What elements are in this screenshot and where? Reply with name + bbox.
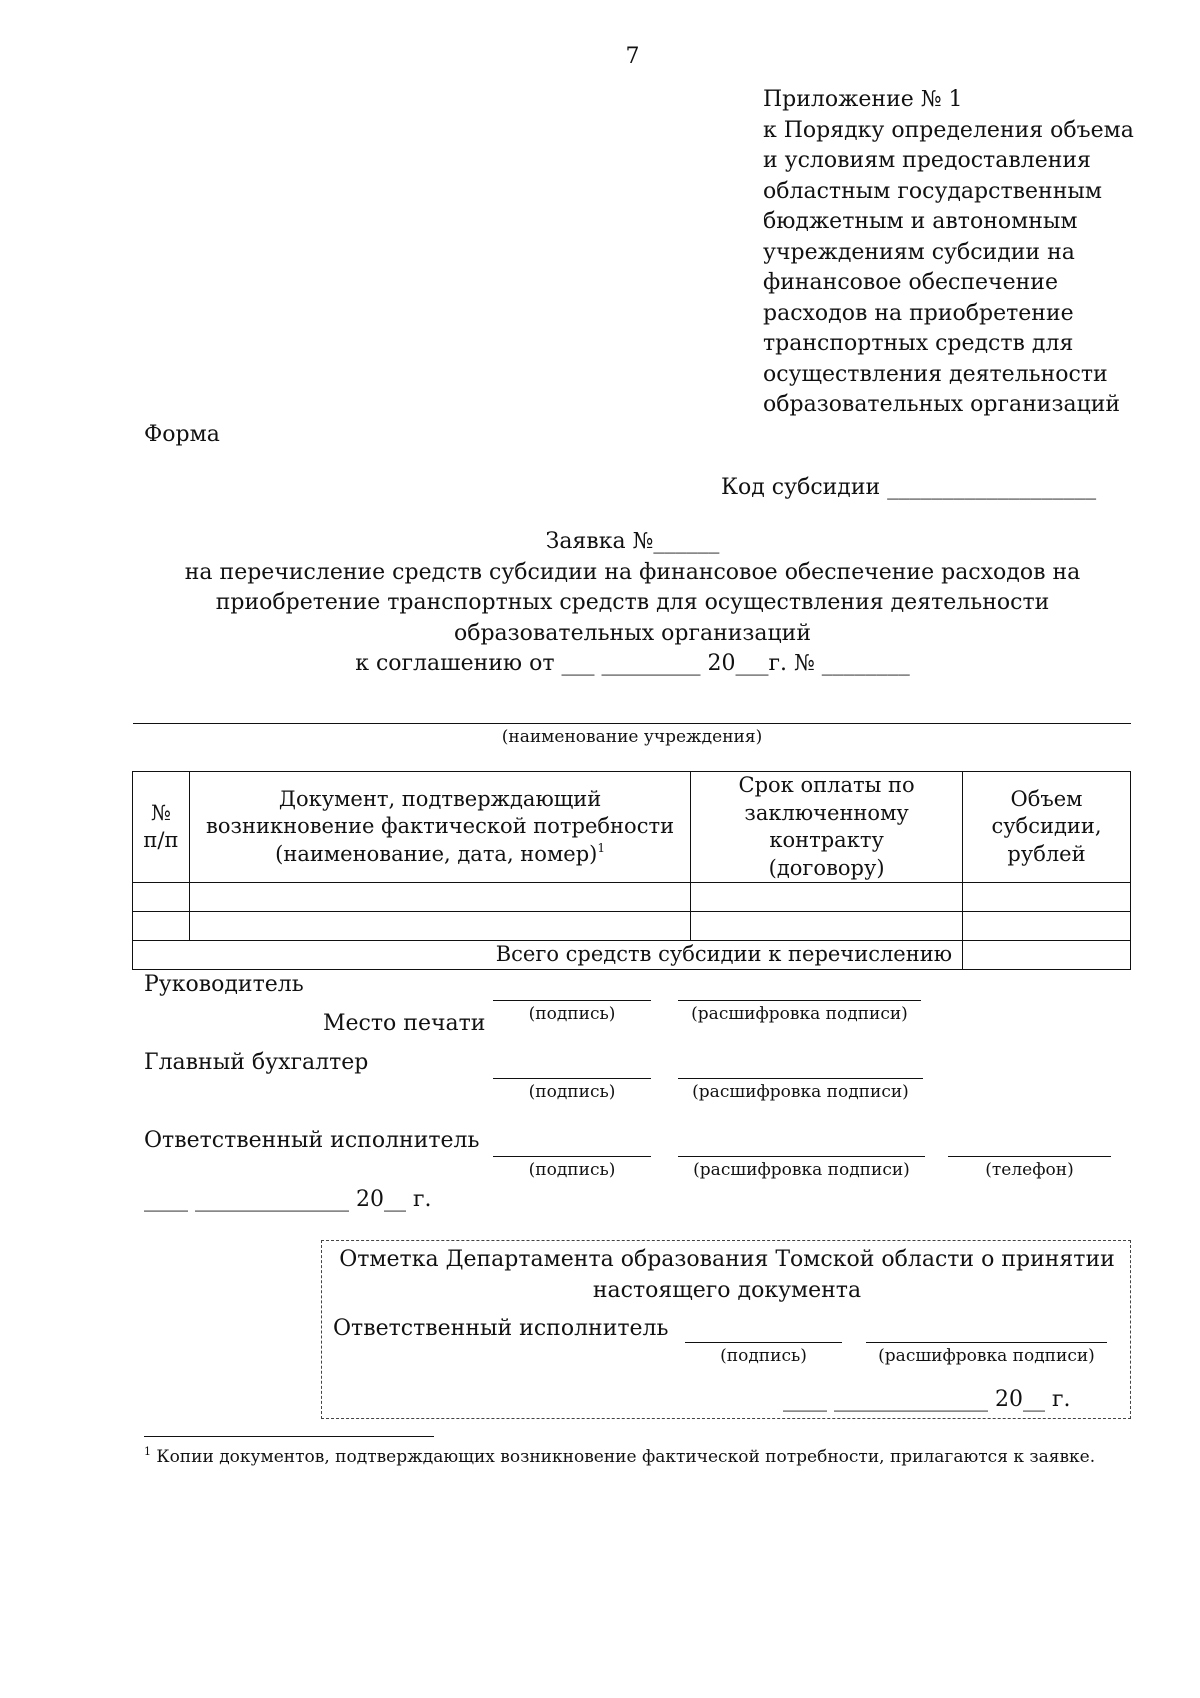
- department-signature-line[interactable]: [685, 1342, 842, 1343]
- appendix-line: бюджетным и автономным: [763, 209, 1078, 234]
- head-decode-line[interactable]: [678, 1000, 921, 1001]
- footnote-mark: 1: [144, 1445, 151, 1458]
- appendix-line: транспортных средств для: [763, 331, 1074, 356]
- responsible-decode-caption: (расшифровка подписи): [693, 1160, 910, 1180]
- cell-document[interactable]: [189, 912, 690, 941]
- department-title-line: Отметка Департамента образования Томской области о принятии: [339, 1247, 1115, 1272]
- header-amount: Объем субсидии, рублей: [963, 772, 1131, 883]
- head-label: Руководитель: [144, 972, 304, 997]
- cell-term[interactable]: [691, 912, 963, 941]
- form-label: Форма: [144, 422, 220, 447]
- request-table: [132, 771, 1131, 970]
- department-title: [322, 1245, 1132, 1306]
- appendix-line: к Порядку определения объема: [763, 117, 1134, 143]
- table-total-row: [133, 941, 1131, 970]
- department-sign-caption: (подпись): [720, 1346, 807, 1366]
- cell-document[interactable]: [189, 883, 690, 912]
- appendix-line: и условиям предоставления: [763, 148, 1091, 173]
- request-title: Заявка №______: [545, 529, 720, 554]
- accountant-signature-line[interactable]: [493, 1078, 651, 1079]
- appendix-line: Приложение № 1: [763, 87, 963, 112]
- appendix-header: [763, 85, 1183, 421]
- request-line: образовательных организаций: [453, 620, 812, 646]
- accountant-decode-caption: (расшифровка подписи): [692, 1082, 909, 1102]
- department-acceptance-box: [321, 1240, 1131, 1419]
- department-date-line[interactable]: ____ ______________ 20__ г.: [783, 1387, 1071, 1412]
- head-sign-caption: (подпись): [528, 1004, 616, 1024]
- department-title-line: настоящего документа: [592, 1277, 862, 1303]
- page-number: 7: [625, 44, 640, 69]
- agreement-line: к соглашению от ___ _________ 20___г. № ________: [355, 651, 910, 676]
- responsible-phone-line[interactable]: [948, 1156, 1111, 1157]
- cell-amount[interactable]: [963, 883, 1131, 912]
- appendix-line: финансовое обеспечение: [763, 270, 1058, 295]
- accountant-sign-caption: (подпись): [528, 1082, 616, 1102]
- header-document-text: Документ, подтверждающий возникновение фактической потребности (наименование, дата, номер): [206, 786, 675, 866]
- appendix-line: учреждениям субсидии на: [763, 239, 1075, 265]
- department-decode-caption: (расшифровка подписи): [878, 1346, 1095, 1366]
- institution-name-line[interactable]: [133, 723, 1131, 724]
- total-amount-cell[interactable]: [963, 941, 1131, 970]
- total-label: Всего средств субсидии к перечислению: [133, 941, 963, 970]
- table-header-row: [133, 772, 1131, 883]
- header-document: [189, 772, 690, 883]
- responsible-signature-line[interactable]: [493, 1156, 651, 1157]
- request-line: приобретение транспортных средств для осуществления деятельности: [215, 590, 1050, 615]
- cell-term[interactable]: [691, 883, 963, 912]
- department-decode-line[interactable]: [866, 1342, 1107, 1343]
- footnote: [144, 1447, 1095, 1467]
- header-term: Срок оплаты по заключенному контракту (договору): [691, 772, 963, 883]
- appendix-line: областным государственным: [763, 178, 1102, 204]
- phone-caption: (телефон): [985, 1160, 1074, 1180]
- header-num: № п/п: [133, 772, 190, 883]
- cell-num[interactable]: [133, 912, 190, 941]
- footnote-separator: [144, 1436, 434, 1437]
- accountant-decode-line[interactable]: [678, 1078, 923, 1079]
- table-row: [133, 883, 1131, 912]
- cell-num[interactable]: [133, 883, 190, 912]
- responsible-decode-line[interactable]: [678, 1156, 925, 1157]
- footnote-ref: 1: [597, 840, 605, 855]
- date-line[interactable]: ____ ______________ 20__ г.: [144, 1187, 432, 1212]
- table-row: [133, 912, 1131, 941]
- chief-accountant-label: Главный бухгалтер: [144, 1050, 369, 1075]
- cell-amount[interactable]: [963, 912, 1131, 941]
- request-title-block: [160, 527, 1105, 680]
- appendix-line: расходов на приобретение: [763, 300, 1074, 326]
- seal-place-label: Место печати: [323, 1011, 486, 1036]
- footnote-text: Копии документов, подтверждающих возникновение фактической потребности, прилагаются к заявке.: [156, 1447, 1096, 1467]
- request-line: на перечисление средств субсидии на финансовое обеспечение расходов на: [184, 559, 1081, 585]
- department-responsible-label: Ответственный исполнитель: [333, 1316, 669, 1341]
- institution-caption: (наименование учреждения): [501, 727, 763, 747]
- head-signature-line[interactable]: [493, 1000, 651, 1001]
- responsible-sign-caption: (подпись): [528, 1160, 616, 1180]
- appendix-line: осуществления деятельности: [763, 361, 1108, 387]
- responsible-label: Ответственный исполнитель: [144, 1128, 480, 1153]
- appendix-line: образовательных организаций: [763, 392, 1121, 417]
- head-decode-caption: (расшифровка подписи): [691, 1004, 908, 1024]
- subsidy-code-field[interactable]: Код субсидии ___________________: [721, 475, 1097, 500]
